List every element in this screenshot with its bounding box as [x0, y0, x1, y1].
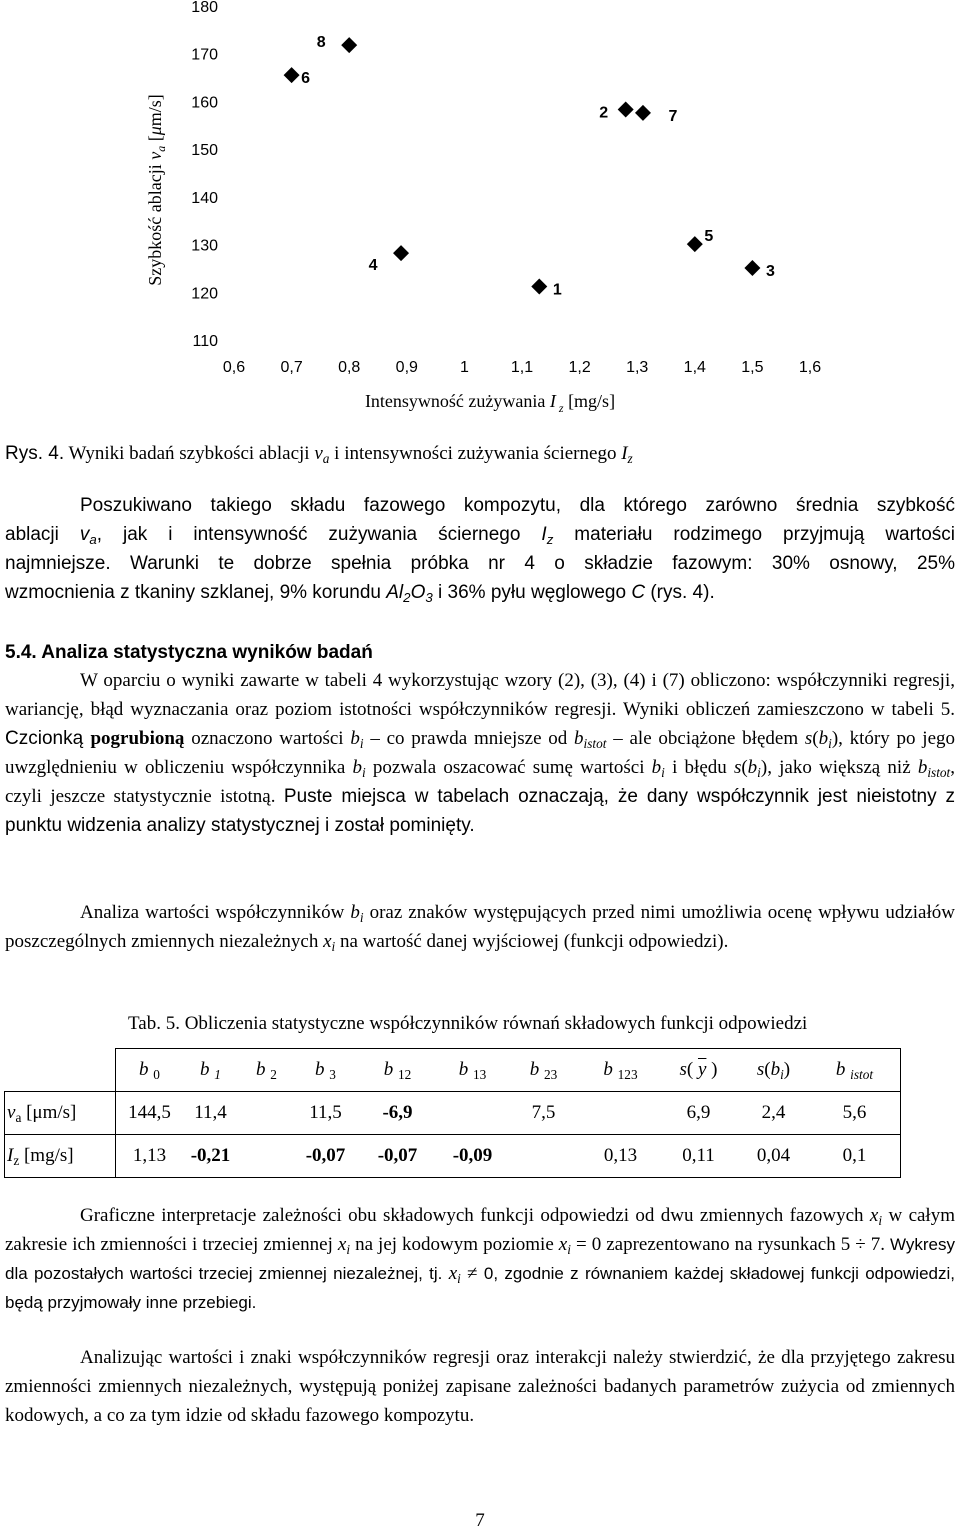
data-point-marker	[393, 245, 409, 261]
data-point-marker	[531, 279, 547, 295]
data-point-label: 8	[316, 34, 326, 52]
x-tick-label: 0,9	[395, 359, 418, 376]
header-b2: b $_2$	[238, 1049, 296, 1092]
header-b1: b $_1$	[184, 1049, 238, 1092]
paragraph-conclusion: Analizując wartości i znaki współczynników regresji oraz interakcji należy stwierdzić, że dla przyjętego zakresu zmienności zmiennych niezależnych, występują poniżej zapisane zależności badanych parametrów zużycia od zmiennych kodowych, a co za tym idzie od składu fazowego kompozytu.	[5, 1347, 955, 1426]
data-point-marker	[744, 260, 760, 276]
y-tick-label: 140	[191, 189, 218, 207]
table-cell: 0,13	[582, 1135, 660, 1178]
header-b12: b $_{12}$	[356, 1049, 440, 1092]
table-cell: -0,07	[356, 1135, 440, 1178]
page-number: 7	[475, 1510, 485, 1531]
row-label: $I_z$ [mg/s]	[5, 1135, 116, 1178]
table-header-row	[5, 1049, 901, 1092]
x-tick-label: 1,2	[568, 359, 591, 376]
header-b-istot: b $_{istot}$	[810, 1049, 901, 1092]
table-cell: 11,4	[184, 1092, 238, 1135]
table-cell: 5,6	[810, 1092, 901, 1135]
table-cell: 0,1	[810, 1135, 901, 1178]
table-row-va	[5, 1092, 901, 1135]
header-s-y: s( $\overline{y}$ )	[660, 1049, 738, 1092]
paragraph-composition: Poszukiwano takiego składu fazowego kompozytu, dla którego zarówno średnia szybkość ablacji $v_a$, jak i intensywność zużywania ściernego $I_z$ materiału rodzimego przyjmują wartości najmniejsze. Warunki te dobrze spełnia próbka nr 4 o składzie fazowym: 30% osnowy, 25% wzmocnienia z tkaniny szklanej, 9% korundu $Al_2O_3$ i 36% pyłu węglowego C (rys. 4).	[5, 495, 955, 605]
scatter-chart	[0, 0, 960, 425]
data-point-label: 4	[368, 257, 378, 275]
data-points	[284, 34, 775, 298]
header-b23: b $_{23}$	[506, 1049, 582, 1092]
y-tick-label: 120	[191, 285, 218, 303]
table-cell: -0,07	[296, 1135, 356, 1178]
table-cell	[440, 1092, 506, 1135]
paragraph-statistics: W oparciu o wyniki zawarte w tabeli 4 wykorzystując wzory (2), (3), (4) i (7) obliczono: współczynniki regresji, wariancję, błąd wyznaczania oraz poziom istotności współczynników regresji. Wyniki obliczeń zamieszczono w tabeli 5. Czcionką pogrubioną oznaczono wartości $b_i$ – co prawda mniejsze od $b_{istot}$ – ale obciążone błędem $s(b_i)$, który po jego uwzględnieniu w obliczeniu współczynnika $b_i$ pozwala oszacować sumę wartości $b_i$ i błędu $s(b_i)$, jako większą niż $b_{istot}$, czyli jeszcze statystycznie istotną. Puste miejsca w tabelach oznaczają, że dany współczynnik jest nieistotny z punktu widzenia analizy statystycznej i został pominięty.	[5, 670, 956, 836]
data-point-marker	[635, 105, 651, 121]
data-point-marker	[618, 102, 634, 118]
table-cell: -0,21	[184, 1135, 238, 1178]
figure-caption: Rys. 4. Wyniki badań szybkości ablacji $v_a$ i intensywności zużywania ściernego $I_z$	[5, 443, 633, 466]
data-point-label: 1	[552, 281, 562, 299]
x-axis-label: Intensywność zużywania I $_z$ [mg/s]	[364, 391, 616, 415]
x-tick-label: 0,8	[338, 359, 361, 376]
paragraph-graphs: Graficzne interpretacje zależności obu składowych funkcji odpowiedzi od dwu zmiennych fazowych $x_i$ w całym zakresie ich zmienności i trzeciej zmiennej $x_i$ na jej kodowym poziomie $x_i = 0$ zaprezentowano na rysunkach 5 ÷ 7. Wykresy dla pozostałych wartości trzeciej zmiennej niezależnej, tj. $x_i \ne 0$, zgodnie z równaniem każdej składowej funkcji odpowiedzi, będą przyjmowały inne przebiegi.	[5, 1205, 955, 1312]
y-tick-label: 170	[191, 46, 218, 64]
table-cell: 0,11	[660, 1135, 738, 1178]
table-row-iz	[5, 1135, 901, 1178]
data-point-marker	[341, 37, 357, 53]
y-tick-label: 180	[191, 0, 218, 16]
data-point-label: 7	[668, 107, 678, 125]
header-b0: b $_0$	[115, 1049, 184, 1092]
x-tick-label: 1,3	[626, 359, 649, 376]
y-tick-label: 160	[191, 94, 218, 112]
table-cell: 0,04	[738, 1135, 810, 1178]
y-tick-label: 110	[192, 333, 218, 350]
x-tick-label: 1,6	[798, 359, 822, 376]
table-cell: 7,5	[506, 1092, 582, 1135]
table-cell: -0,09	[440, 1135, 506, 1178]
data-point-marker	[284, 67, 300, 83]
x-tick-label: 1,5	[741, 359, 764, 376]
table-cell	[582, 1092, 660, 1135]
data-point-label: 2	[599, 104, 609, 122]
table-caption: Tab. 5. Obliczenia statystyczne współczynników równań składowych funkcji odpowiedzi	[128, 1013, 808, 1034]
x-axis-ticks	[223, 359, 821, 376]
y-tick-label: 130	[191, 237, 218, 255]
x-tick-label: 0,6	[222, 359, 246, 376]
x-tick-label: 0,7	[280, 359, 303, 376]
header-s-bi: $s(b_i)$	[738, 1049, 810, 1092]
data-point-label: 6	[301, 70, 311, 88]
y-tick-label: 150	[191, 142, 218, 160]
table-cell	[238, 1135, 296, 1178]
section-heading: 5.4. Analiza statystyczna wyników badań	[5, 642, 373, 663]
header-b123: b $_{123}$	[582, 1049, 660, 1092]
data-point-marker	[687, 236, 703, 252]
y-axis-ticks	[191, 0, 218, 350]
x-tick-label: 1,1	[510, 359, 534, 376]
header-b13: b $_{13}$	[440, 1049, 506, 1092]
figure-number: Rys. 4.	[5, 443, 65, 464]
statistics-table	[4, 1048, 901, 1178]
table-cell: 1,13	[115, 1135, 184, 1178]
x-tick-label: 1,4	[683, 359, 706, 376]
paragraph-coefficients: Analiza wartości współczynników $b_i$ oraz znaków występujących przed nimi umożliwia ocenę wpływu udziałów poszczególnych zmiennych niezależnych $x_i$ na wartość danej wyjściowej (funkcji odpowiedzi).	[5, 902, 955, 954]
table-cell	[506, 1135, 582, 1178]
data-point-label: 3	[765, 262, 775, 280]
y-axis-label: Szybkość ablacji $v_a$ [μm/s]	[145, 94, 168, 286]
table-cell: 11,5	[296, 1092, 356, 1135]
table-cell	[238, 1092, 296, 1135]
row-label: $v_a$ [μm/s]	[5, 1092, 116, 1135]
table-cell: 2,4	[738, 1092, 810, 1135]
table-cell: -6,9	[356, 1092, 440, 1135]
x-tick-label: 1	[459, 359, 469, 376]
data-point-label: 5	[704, 228, 714, 246]
table-cell: 144,5	[115, 1092, 184, 1135]
table-cell: 6,9	[660, 1092, 738, 1135]
header-b3: b $_3$	[296, 1049, 356, 1092]
